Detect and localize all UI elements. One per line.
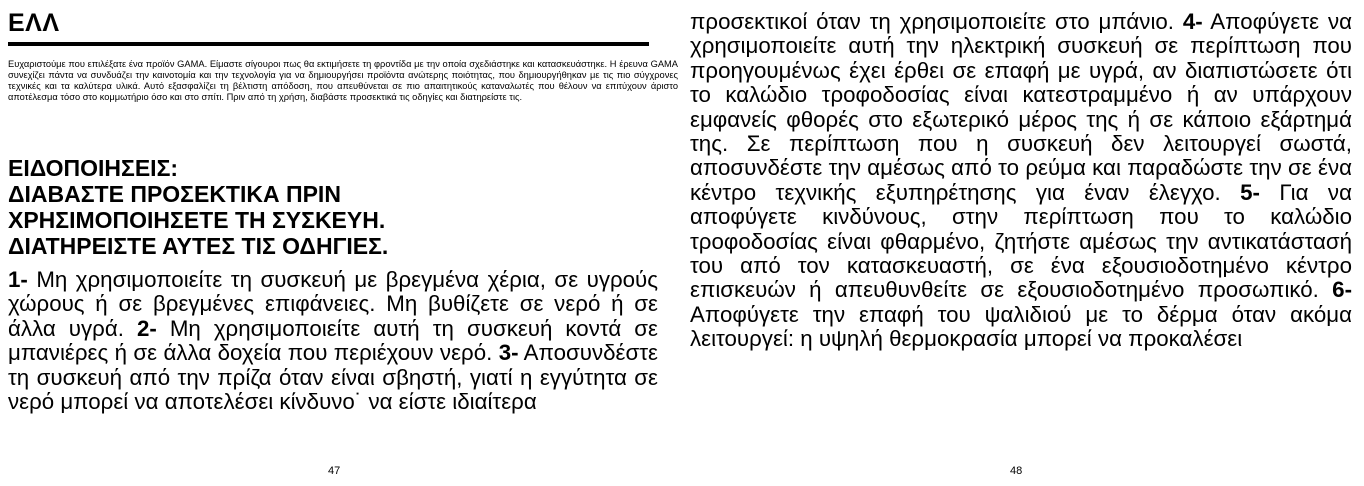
item-text: Μη χρησιμοποιείτε αυτή τη συσκευή κοντά σε μπανιέρες ή σε άλλα δοχεία που περιέχουν νερό. xyxy=(8,315,658,366)
instructions-body-left xyxy=(8,268,658,414)
page-number: 47 xyxy=(328,465,341,477)
page-number: 48 xyxy=(1010,465,1023,477)
item-number: 1- xyxy=(8,267,28,292)
intro-paragraph: Ευχαριστούμε που επιλέξατε ένα προϊόν GAMA. Είμαστε σίγουροι πως θα εκτιμήσετε τη φροντίδα με την οποία σχεδιάστηκε και κατασκευάστηκε. Η έρευνα GAMA συνεχίζει πάντα να συνδυάζει την καινοτομία και την τεχνολογία για να δημιουργήσει προϊόντα ανώτερης ποιότητας, που δημιουργήθηκαν με τις πιο σύγχρονες τεχνικές και τα καλύτερα υλικά. Αυτό εξασφαλίζει τη βέλτιστη απόδοση, που απευθύνεται σε πιο απαιτητικούς καταναλωτές που θέλουν να επιτύχουν άριστο αποτέλεσμα τόσο στο κομμωτήριο όσο και στο σπίτι. Πριν από τη χρήση, διαβάστε προσεκτικά τις οδηγίες και διατηρείστε τις. xyxy=(8,59,678,102)
item-number: 4- xyxy=(1182,9,1203,34)
warnings-heading-line: ΕΙΔΟΠΟΙΗΣΕΙΣ: xyxy=(8,155,179,181)
warnings-heading-line: ΔΙΑΒΑΣΤΕ ΠΡΟΣΕΚΤΙΚΑ ΠΡΙΝ xyxy=(8,181,341,207)
warnings-heading xyxy=(8,155,668,259)
item-number: 5- xyxy=(1240,179,1260,205)
heading-rule xyxy=(8,42,649,46)
item-number: 3- xyxy=(498,340,519,366)
item-text: Αποσυνδέστε τη συσκευή από την πρίζα όταν είναι σβηστή, γιατί η εγγύτητα σε νερό μπορεί να αποτελέσει κίνδυνο˙ να είστε ιδιαίτερα xyxy=(8,340,658,415)
warnings-heading-line: ΧΡΗΣΙΜΟΠΟΙΗΣΕΤΕ ΤΗ ΣΥΣΚΕΥΗ. xyxy=(8,207,386,233)
item-text: Αποφύγετε την επαφή του ψαλιδιού με το δέρμα όταν ακόμα λειτουργεί: η υψηλή θερμοκρασία μπορεί να προκαλέσει xyxy=(690,301,1352,352)
item-text: Για να αποφύγετε κινδύνους, στην περίπτωση που το καλώδιο τροφοδοσίας είναι φθαρμένο, ζητήστε αμέσως την αντικατάστασή του από τον κατασκευαστή, σε ένα εξουσιοδοτημένο κέντρο επισκευών ή απευθυνθείτε σε εξουσιοδοτημένο προσωπικό. xyxy=(690,179,1352,303)
language-heading: ΕΛΛ xyxy=(8,9,60,37)
warnings-heading-line: ΔΙΑΤΗΡΕΙΣΤΕ ΑΥΤΕΣ ΤΙΣ ΟΔΗΓΙΕΣ. xyxy=(8,233,389,259)
item-number: 6- xyxy=(1332,277,1352,303)
item-text: Μη χρησιμοποιείτε τη συσκευή με βρεγμένα χέρια, σε υγρούς χώρους ή σε βρεγμένες επιφάνειες. Μη βυθίζετε σε νερό ή σε άλλα υγρά. xyxy=(8,267,658,341)
item-text: προσεκτικοί όταν τη χρησιμοποιείτε στο μπάνιο. xyxy=(690,9,1183,34)
item-number: 2- xyxy=(136,315,157,341)
item-text: Αποφύγετε να χρησιμοποιείτε αυτή την ηλεκτρική συσκευή σε περίπτωση που προηγουμένως έχει έρθει σε επαφή με υγρά, αν διαπιστώσετε ότι το καλώδιο τροφοδοσίας είναι κατεστραμμένο ή αν υπάρχουν εμφανείς φθορές στο εξωτερικό μέρος της ή σε κάποιο εξάρτημά της. Σε περίπτωση που η συσκευή δεν λειτουργεί σωστά, αποσυνδέστε την αμέσως από το ρεύμα και παραδώστε την σε ένα κέντρο τεχνικής εξυπηρέτησης για έναν έλεγχο. xyxy=(690,9,1352,205)
instructions-body-right xyxy=(690,10,1352,352)
